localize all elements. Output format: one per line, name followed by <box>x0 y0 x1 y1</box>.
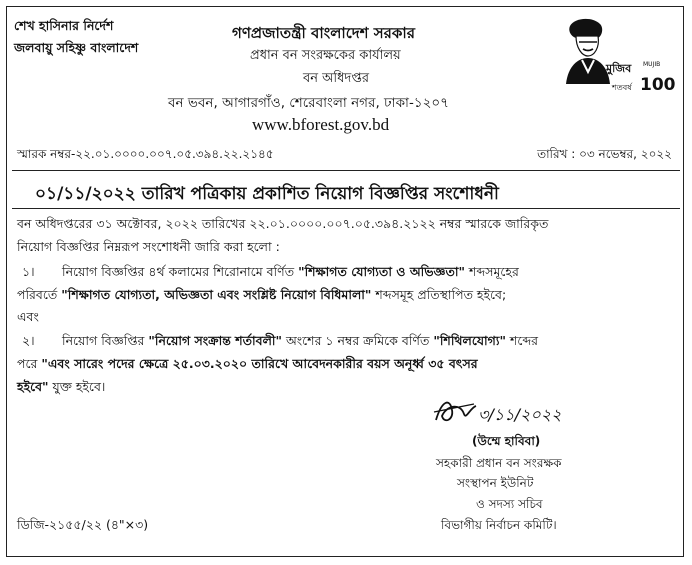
logo-text-top: মুজিব <box>606 62 632 75</box>
dg-reference: ডিজি-২১৫৫/২২ (৪"×৩) <box>17 517 149 532</box>
item-1-line-1: নিয়োগ বিজ্ঞপ্তির ৪র্থ কলামের শিরোনামে বর্ণিত "শিক্ষাগত যোগ্যতা ও অভিজ্ঞতা" শব্দসমূহের <box>62 264 519 279</box>
signatory-name: (উম্মে হাবিবা) <box>472 434 541 448</box>
headline: ০১/১১/২০২২ তারিখ পত্রিকায় প্রকাশিত নিয়োগ বিজ্ঞপ্তির সংশোধনী <box>35 184 499 204</box>
signatory-unit: সংস্থাপন ইউনিট <box>457 476 534 490</box>
intro-line-1: বন অধিদপ্তরের ৩১ অক্টোবর, ২০২২ তারিখের ২২.০১.০০০০.০০৭.০৫.৩৯৪.২১২২ নম্বর স্মারকে জারিকৃত <box>17 216 549 231</box>
item-1-line-3: এবং <box>17 309 39 324</box>
memo-number: স্মারক নম্বর-২২.০১.০০০০.০০৭.০৫.৩৯৪.২২.২১৪৫ <box>17 147 274 161</box>
office-title: প্রধান বন সংরক্ষকের কার্যালয় <box>250 48 401 63</box>
item-1-line-2: পরিবর্তে "শিক্ষাগত যোগ্যতা, অভিজ্ঞতা এবং সংশ্লিষ্ট নিয়োগ বিধিমালা" শব্দসমূহ প্রতিস্থাপিত হইবে; <box>17 287 507 302</box>
office-address: বন ভবন, আগারগাঁও, শেরেবাংলা নগর, ঢাকা-১২০৭ <box>168 95 449 111</box>
item-2-line-2: পরে "এবং সারেং পদের ক্ষেত্রে ২৫.০৩.২০২০ তারিখে আবেদনকারীর বয়স অনূর্ধ্ব ৩৫ বৎসর <box>17 356 478 371</box>
issue-date: তারিখ : ০৩ নভেম্বর, ২০২২ <box>537 147 672 161</box>
signature-date: ৩/১১/২০২২ <box>478 405 562 424</box>
divider-bottom <box>12 208 680 209</box>
signatory-designation: সহকারী প্রধান বন সংরক্ষক <box>436 456 562 470</box>
portrait-face <box>576 36 598 56</box>
mujib-100-logo <box>548 14 676 95</box>
government-title: গণপ্রজাতন্ত্রী বাংলাদেশ সরকার <box>232 24 415 42</box>
logo-text-bottom: শতবর্ষ <box>612 83 632 92</box>
item-2-line-3: হইবে" যুক্ত হইবে। <box>17 379 106 394</box>
logo-text-year: 100 <box>640 75 676 95</box>
signatory-committee: বিভাগীয় নির্বাচন কমিটি। <box>441 518 557 532</box>
slogan-line-1: শেখ হাসিনার নির্দেশ <box>14 18 114 33</box>
intro-line-2: নিয়োগ বিজ্ঞপ্তির নিম্নরূপ সংশোধনী জারি করা হলো : <box>17 239 280 254</box>
department-title: বন অধিদপ্তর <box>303 71 370 86</box>
item-2-line-1: নিয়োগ বিজ্ঞপ্তির "নিয়োগ সংক্রান্ত শর্তাবলী" অংশের ১ নম্বর ক্রমিকে বর্ণিত "শিথিলযোগ্য" শব্দের <box>62 333 539 348</box>
portrait-hair <box>569 19 602 38</box>
logo-text-mid: MUJIB <box>643 61 661 68</box>
item-1-number: ১। <box>22 264 35 279</box>
slogan-line-2: জলবায়ু সহিষ্ণু বাংলাদেশ <box>14 40 139 55</box>
website-url: www.bforest.gov.bd <box>252 115 390 134</box>
signatory-member: ও সদস্য সচিব <box>476 497 543 511</box>
divider-top <box>12 170 680 171</box>
item-2-number: ২। <box>22 333 35 348</box>
handwritten-signature <box>430 390 600 434</box>
